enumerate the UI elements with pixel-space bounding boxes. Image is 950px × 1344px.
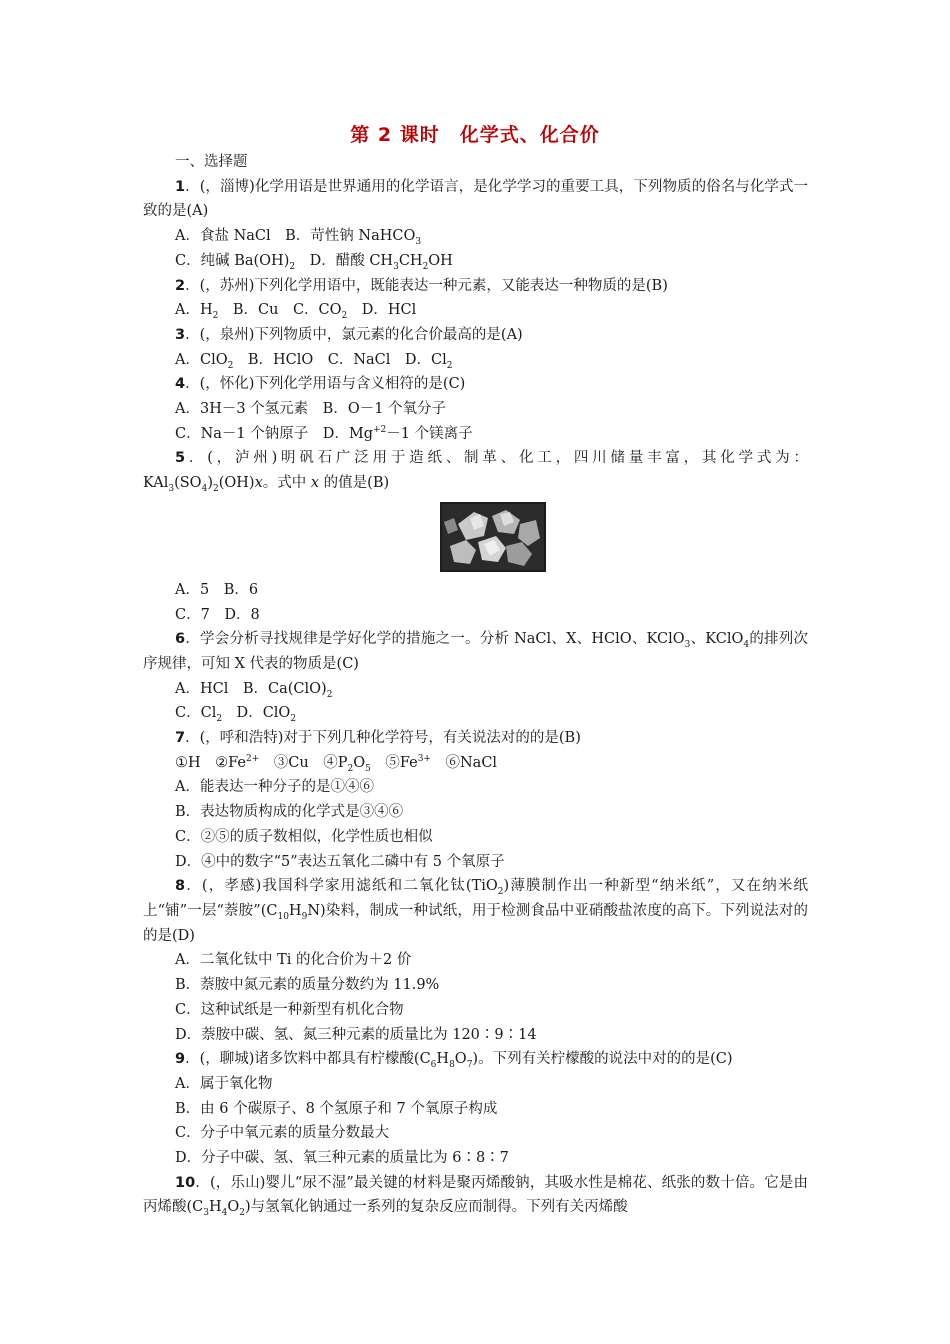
- text-run: 、KClO: [690, 631, 744, 648]
- text-run: B．HClO C．NaCl D．Cl: [233, 351, 447, 368]
- subscript: 2: [347, 763, 354, 774]
- text-run: ⑤Fe: [370, 754, 418, 771]
- subscript: 6: [430, 1060, 437, 1071]
- question-3: [143, 323, 808, 348]
- text-run: )。下列有关柠檬酸的说法中对的的是(C): [472, 1051, 733, 1068]
- subscript: 2: [239, 1208, 246, 1219]
- text-run: A．食盐 NaCl B．苛性钠 NaHCO: [175, 228, 416, 245]
- question-9-option-b: B．由 6 个碳原子、8 个氢原子和 7 个氧原子构成: [175, 1100, 498, 1117]
- question-number: 10: [175, 1174, 196, 1191]
- text-run: OH: [428, 252, 453, 269]
- question-9: [143, 1047, 808, 1072]
- subscript: 9: [301, 911, 308, 922]
- text-run: D．HCl: [347, 302, 417, 319]
- question-5-options-cd: C．7 D．8: [175, 606, 260, 623]
- subscript: 3: [168, 484, 175, 495]
- question-1-options-cd: [143, 249, 808, 274]
- subscript: 2: [341, 311, 348, 322]
- text-run: C．Cl: [175, 705, 217, 722]
- question-8-option-b: B．萘胺中氮元素的质量分数约为 11.9%: [175, 977, 440, 994]
- text-run: (SO: [174, 475, 202, 492]
- text-run: A．HCl B．Ca(ClO): [175, 680, 327, 697]
- text-run: ．(，呼和浩特)对于下列几种化学符号，有关说法对的的是(B): [185, 730, 581, 747]
- text-run: ．(，乐山)婴儿“尿不湿”最关键的材料是聚丙烯酸钠，其吸水性是棉花、纸张的数十倍。它是由丙烯酸(C: [143, 1174, 808, 1216]
- text-run: D．ClO: [222, 705, 291, 722]
- text-run: ．(，苏州)下列化学用语中，既能表达一种元素，又能表达一种物质的是(B): [185, 277, 668, 294]
- question-7-symbols: [143, 751, 808, 776]
- text-run: N)染料，制成一种试纸，用于检测食品中亚硝酸盐浓度的高下。下列说法对的的是(D): [143, 902, 809, 944]
- text-run: ．(，怀化)下列化学用语与含义相符的是(C): [185, 376, 466, 393]
- question-8-option-a: A．二氧化钛中 Ti 的化合价为＋2 价: [175, 952, 412, 969]
- text-run: ③Cu ④P: [259, 754, 348, 771]
- question-9-option-a: A．属于氧化物: [175, 1075, 273, 1092]
- text-run: ．(，泸州)明矾石广泛用于造纸、制革、化工，四川储量丰富，其化学式为：KAl: [143, 450, 808, 492]
- superscript: +2: [373, 424, 387, 435]
- section-heading: 一、选择题: [175, 154, 248, 170]
- question-4: [143, 372, 808, 397]
- text-run: H: [288, 902, 302, 919]
- subscript: 4: [743, 640, 750, 651]
- question-7-option-a: A．能表达一种分子的是①④⑥: [175, 779, 374, 796]
- question-7-option-c: C．②⑤的质子数相似，化学性质也相似: [175, 828, 433, 845]
- text-run: ．(，聊城)诸多饮料中都具有柠檬酸(C: [185, 1051, 431, 1068]
- text-run: ．(，淄博)化学用语是世界通用的化学语言，是化学学习的重要工具，下列物质的俗名与化学式一致的是(A): [143, 178, 808, 220]
- subscript: 2: [289, 261, 296, 272]
- question-10: [143, 1171, 808, 1220]
- question-number: 9: [175, 1051, 186, 1068]
- question-number: 5: [175, 450, 186, 467]
- page-title: 第 2 课时 化学式、化合价: [350, 124, 600, 146]
- subscript: 3: [684, 640, 691, 651]
- question-9-option-c: C．分子中氧元素的质量分数最大: [175, 1125, 390, 1142]
- question-6-options-ab: [143, 677, 808, 702]
- question-8: [143, 874, 808, 948]
- text-run: 。式中: [262, 475, 311, 492]
- subscript: 2: [216, 714, 223, 725]
- variable: x: [254, 475, 263, 492]
- question-5: [143, 446, 808, 495]
- text-run: C．Na－1 个钠原子 D．Mg: [175, 425, 374, 442]
- subscript: 2: [497, 887, 504, 898]
- question-number: 1: [175, 178, 186, 195]
- text-run: H: [436, 1051, 450, 1068]
- question-number: 8: [175, 878, 186, 895]
- superscript: 2+: [246, 753, 260, 764]
- question-6: [143, 627, 808, 676]
- text-run: ．学会分析寻找规律是学好化学的措施之一。分析 NaCl、X、HClO、KClO: [185, 631, 685, 648]
- subscript: 2: [422, 261, 429, 272]
- subscript: 2: [290, 714, 297, 725]
- subscript: 2: [212, 311, 219, 322]
- text-run: ．(，泉州)下列物质中，氯元素的化合价最高的是(A): [185, 326, 523, 343]
- text-run: 的值是(B): [319, 475, 390, 492]
- text-run: H: [209, 1199, 222, 1216]
- text-run: －1 个镁离子: [386, 425, 473, 442]
- question-7-option-d: D．④中的数字“5”表达五氧化二磷中有 5 个氧原子: [175, 853, 505, 870]
- text-run: A．H: [175, 302, 213, 319]
- question-number: 4: [175, 376, 186, 393]
- text-run: O: [353, 754, 366, 771]
- text-run: )与氢氧化钠通过一系列的复杂反应而制得。下列有关丙烯酸: [245, 1199, 628, 1216]
- text-run: O: [227, 1199, 240, 1216]
- subscript: 8: [449, 1060, 455, 1071]
- subscript: 3: [203, 1208, 209, 1219]
- subscript: 4: [201, 484, 208, 495]
- question-4-options-cd: [143, 422, 808, 447]
- text-run: ．(，孝感)我国科学家用滤纸和二氧化钛(TiO: [185, 878, 498, 895]
- question-number: 3: [175, 326, 186, 343]
- text-run: ⑥NaCl: [430, 754, 498, 771]
- question-number: 6: [175, 631, 186, 648]
- variable: x: [310, 475, 320, 492]
- subscript: 7: [466, 1060, 473, 1071]
- subscript: 2: [212, 484, 219, 495]
- question-7: [143, 726, 808, 751]
- subscript: 2: [227, 360, 234, 371]
- text-run: 的排列次序规律，可知 X 代表的物质是(C): [143, 631, 809, 672]
- question-2-options: [143, 298, 808, 323]
- text-run: ): [207, 475, 213, 492]
- question-6-options-cd: [143, 701, 808, 726]
- text-run: B．Cu C．CO: [218, 302, 342, 319]
- text-run: (OH): [218, 475, 255, 492]
- subscript: 2: [326, 689, 333, 700]
- document-body: [143, 150, 808, 1220]
- subscript: 10: [277, 911, 289, 922]
- subscript: 3: [393, 261, 399, 272]
- subscript: 5: [365, 763, 371, 774]
- question-3-options: [143, 348, 808, 373]
- superscript: 3+: [417, 753, 431, 764]
- question-9-option-d: D．分子中碳、氢、氧三种元素的质量比为 6∶8∶7: [175, 1150, 509, 1167]
- text-run: CH: [398, 252, 423, 269]
- text-run: D．醋酸 CH: [295, 252, 394, 269]
- text-run: C．纯碱 Ba(OH): [175, 252, 290, 269]
- subscript: 2: [446, 360, 453, 371]
- question-7-option-b: B．表达物质构成的化学式是③④⑥: [175, 804, 404, 821]
- question-4-options-ab: A．3H－3 个氢元素 B．O－1 个氧分子: [175, 401, 447, 418]
- alum-stone-photo: [440, 502, 546, 572]
- subscript: 3: [415, 237, 422, 247]
- question-1: [143, 175, 808, 224]
- question-1-options-ab: [143, 224, 808, 249]
- text-run: A．ClO: [175, 351, 228, 368]
- text-run: ①H ②Fe: [175, 754, 246, 771]
- question-5-options-ab: A．5 B．6: [175, 581, 259, 598]
- question-number: 2: [175, 277, 186, 294]
- question-8-option-c: C．这种试纸是一种新型有机化合物: [175, 1001, 404, 1018]
- subscript: 4: [221, 1208, 228, 1219]
- text-run: O: [454, 1051, 467, 1068]
- text-run: )薄膜制作出一种新型“纳米纸”，又在纳米纸上“铺”一层“萘胺”(C: [143, 878, 809, 919]
- question-number: 7: [175, 730, 186, 747]
- question-2: [143, 274, 808, 299]
- question-8-option-d: D．萘胺中碳、氢、氮三种元素的质量比为 120∶9∶14: [175, 1026, 537, 1043]
